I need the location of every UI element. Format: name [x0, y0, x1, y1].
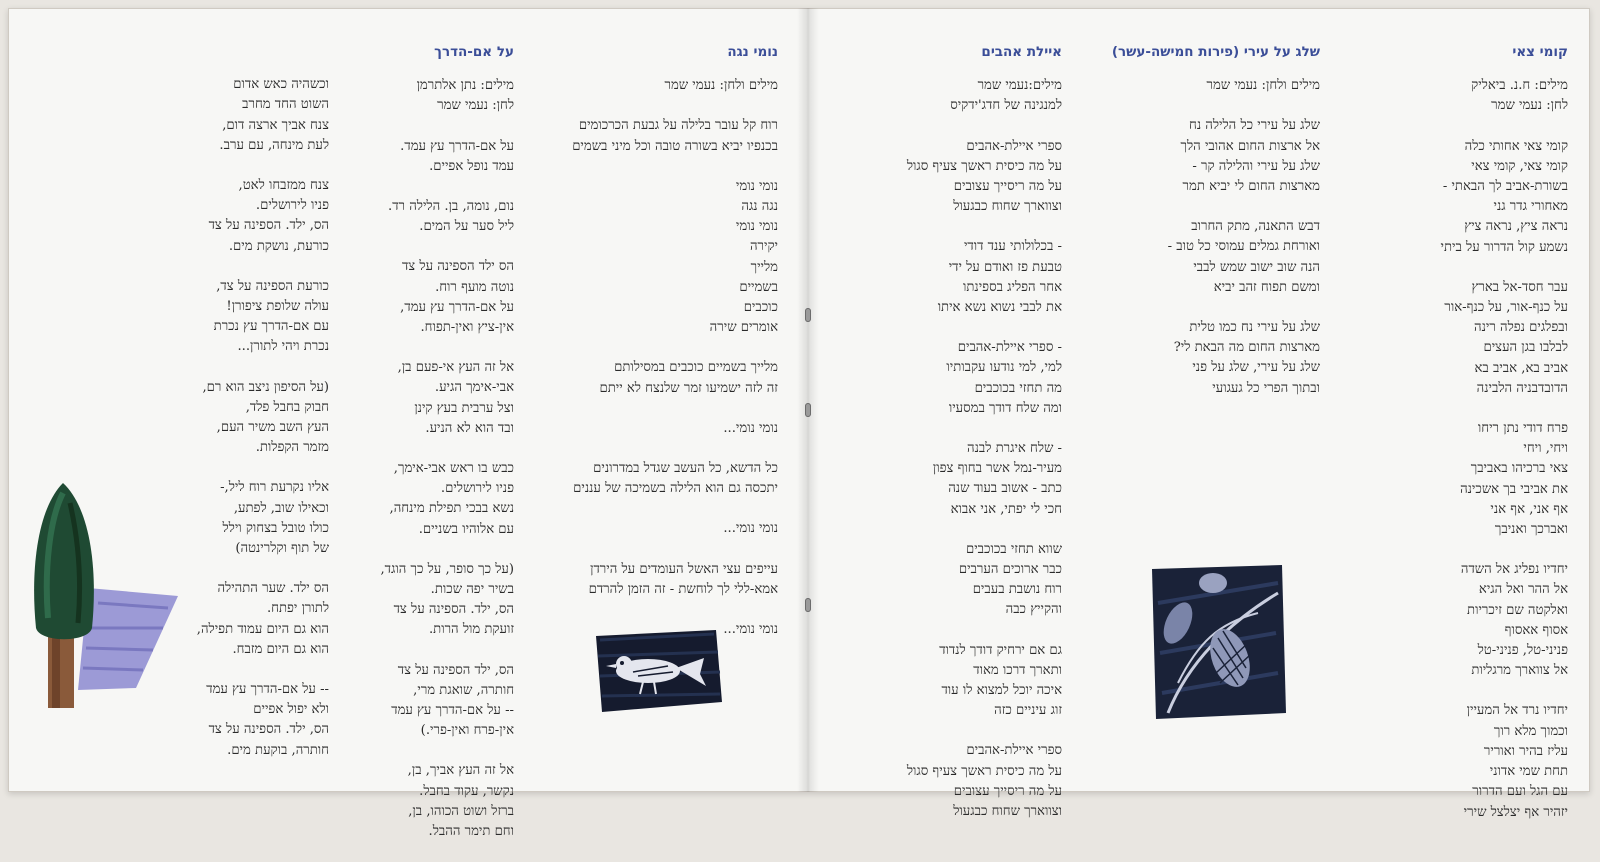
stanza: - שלח איגרת לבנה מעיר-נמל אשר בחוף צפון כתב - אשוב בעוד שנה חכי לי יפתי, אני אבוא [932, 441, 1062, 517]
right-page [808, 8, 1590, 820]
stanza: צנח ממזבחו לאט, פניו לירושלים. הס, ילד. הספינה על צד כורעת, נושקת מים. [208, 178, 329, 254]
stanza: מילים ולחן: נעמי שמר [1206, 78, 1320, 94]
cypress-tree-icon [28, 478, 198, 718]
stanza: אל זה העץ אביך, בן, נקשר, עקוד בחבל. ברזל ושוט הכוהו, בן, וחם תימר ההבל. [407, 763, 514, 840]
stanza: (על כך סופר, על כך הוגד, בשיר יפה שכות. הס, ילד. הספינה על צד זועקת מול הרות. [380, 561, 514, 638]
bird-icon [588, 626, 728, 716]
stanza: ספרי איילת-אהבים על מה כיסית ראשך צעיף סגול על מה ריסייך עצובים וצווארך שחוח כבגעול [906, 743, 1062, 820]
song-ayelet-ahavim [822, 42, 1062, 842]
stanza: נומי נומי... [723, 420, 778, 436]
stanza: נומי נומי... [723, 521, 778, 537]
song-title: נומי נגה [727, 44, 778, 60]
song-title: על אם-הדרך [434, 44, 514, 60]
song-al-em-haderech [24, 42, 514, 840]
stanza: מילים: ח.נ. ביאליק לחן: נעמי שמר [1471, 78, 1568, 114]
stanza: כל הדשא, כל העשב שגדל במדרונים יתכסה גם הוא הלילה בשמיכה של עננים [573, 461, 778, 497]
staple [805, 403, 811, 417]
stanza: על אם-הדרך עץ עמד. עמד נופל אפיים. [400, 138, 514, 174]
stanza: ספרי איילת-אהבים על מה כיסית ראשך צעיף סגול על מה ריסייך עצובים וצווארך שחוח כבגעול [906, 138, 1062, 215]
stanza: הס ילד הספינה על צד נוטה מועף רוח. על אם-הדרך עץ עמד, אין-ציץ ואין-תפוח. [400, 259, 514, 336]
stanza: הס ילד. שער התהילה לתורן יפתח. הוא גם היום עמוד תפילה, הוא גם היום מזבח. [196, 581, 329, 657]
song-sheleg-al-iri [1070, 42, 1320, 419]
stanza: הס, ילד הספינה על צד חותרה, שואגת מרי, -- על אם-הדרך עץ עמד אין-פרח ואין-פרי.) [391, 662, 514, 739]
stanza: מילים: נתן אלתרמן לחן: נעמי שמר [416, 78, 514, 114]
stanza: פרח דודי נתן ריחו ויחי, ויחי צאי ברכיהו באביבך את אביבי בך אשכינה אף אני, אף אני ואברכך ואניבך [1460, 421, 1568, 538]
stanza: אל זה העץ אי-פעם בן, אבי-אימך הגיע. וצל ערבית בעץ קינן ובד הוא לא הניע. [397, 360, 514, 436]
stanza: רוח קל עובר בלילה על גבעת הכרכומים בכנפיו יביא בשורה טובה וכל מיני בשמים [572, 118, 778, 154]
stanza: עייפים עצי האשל העומדים על הירדן אמא-ללי לך לוחשת - זה הזמן להרדם [588, 561, 778, 597]
stanza: גם אם ירחיק דודך לנדוד ותארך דרכו מאוד איכה יוכל למצוא לו עוד זוג עיניים כזה [939, 642, 1062, 719]
book-gutter [797, 8, 819, 792]
song-kumi-tzei [1328, 42, 1568, 843]
left-page [8, 8, 808, 840]
stanza: מילים:נעמי שמר למנגינה של חדג'ידקיס [950, 78, 1062, 114]
stanza: כבש בו ראש אבי-אימך, פניו לירושלים. נשא בבכי תפילת מינחה, עם אלוהיו בשניים. [389, 461, 514, 537]
stanza: שווא תחזי בכוכבים כבר ארוכים הערבים רוח נושבת בעבים והקייץ כבה [958, 541, 1062, 618]
stanza: אליו נקרעת רוח ליל,- וכאילו שוב, לפתע, כולו טובל בצחוק וילל של תוף וקלרינטה) [220, 480, 329, 557]
stanza: -- על אם-הדרך עץ עמד ולא יפול אפיים הס, ילד. הספינה על צד חותרה, בוקעת מים. [206, 682, 329, 758]
booklet-spread [8, 8, 1590, 840]
stanza: כורעת הספינה על צד, עולה שלופת ציפורן! עם אם-הדרך עץ נכרת נכרת ויהי לתורן... [213, 278, 329, 355]
stanza: יחדיו נפליג אל השדה אל ההר ואל הגיא ואלקטה שם זיכריות אסוף אאסוף פניני-טל, פניני-טל אל צווארך מרגליות [1460, 562, 1568, 679]
stanza: דבש התאנה, מתק החרוב ואורחת גמלים עמוסי כל טוב - הנה שוב ישוב שמש לבבי ומשם תפוח זהב יביא [1167, 219, 1320, 295]
stanza: וכשהיה כאש אדום השוט החד מחרב צנח אביך ארצה דום, לעת מינחה, עם ערב. [219, 77, 329, 153]
stanza: נומי נומי... [723, 622, 778, 638]
stanza: מילים ולחן: נעמי שמר [664, 78, 778, 94]
stanza: שלג על עירי כל הלילה נח אל ארצות החום אהובי הלך שלג על עירי והלילה קר - מארצות החום לי יביא תמר [1180, 118, 1320, 195]
stanza: שלג על עירי נח כמו טלית מארצות החום מה הבאת לי? שלג על עירי, שלג על פני ובתוך הפרי כל געגועי [1173, 320, 1320, 396]
stanza: יחדיו נרד אל המעיין וכמוך מלא רוך עליז בהיר ואוריר תחת שמי אדוני עם הגל ועם הדרור יזהיר אף יצלצל שירי [1463, 703, 1568, 820]
pine-cone-icon [1148, 563, 1288, 723]
stanza: - ספרי איילת-אהבים למי, למי נודעו עקבותיו מה תחזי בכוכבים ומה שלח דודך במסעיו [946, 340, 1062, 416]
stanza: (על הסיפון ניצב הוא רם, חבוק בחבל פלד, העץ השב משיר העם, מזמר הקפלות. [202, 379, 329, 456]
song-title: קומי צאי [1512, 44, 1568, 60]
song-nomi-nega [518, 42, 778, 660]
stanza: נומי נומי נגה נגה נומי נומי יקירה מלייך בשמיים כוכבים אומרים שירה [709, 178, 778, 336]
staple [805, 308, 811, 322]
stanza: נום, נומה, בן. הלילה רד. ליל סער על המים. [388, 199, 514, 235]
song-title: איילת אהבים [981, 44, 1062, 60]
stanza: - בכלולותי ענד דודי טבעת פז ואודם על ידי אחר הפליג בספינתו את לבבי נשוא נשא איתו [937, 239, 1062, 316]
staple [805, 598, 811, 612]
stanza: קומי צאי אחותי כלה קומי צאי, קומי צאי בשורת-אביב לך הבאתי - מאחורי גדר גני נראה ציץ, נראה ציץ נשמע קול הדרור על ביתי [1440, 138, 1568, 255]
stanza: מלייך בשמיים כוכבים במסילותם זה לזה ישמיעו זמר שלנצח לא ייתם [599, 360, 778, 396]
song-title: שלג על עירי (פירות חמישה-עשר) [1111, 44, 1320, 60]
stanza: עבר חסד-אל בארץ על כנף-אור, על כנף-אור ובפלגים נפלה רינה לבלבו בגן העצים אביב בא, אביב בא הדובדבניה הלבינה [1444, 279, 1568, 396]
